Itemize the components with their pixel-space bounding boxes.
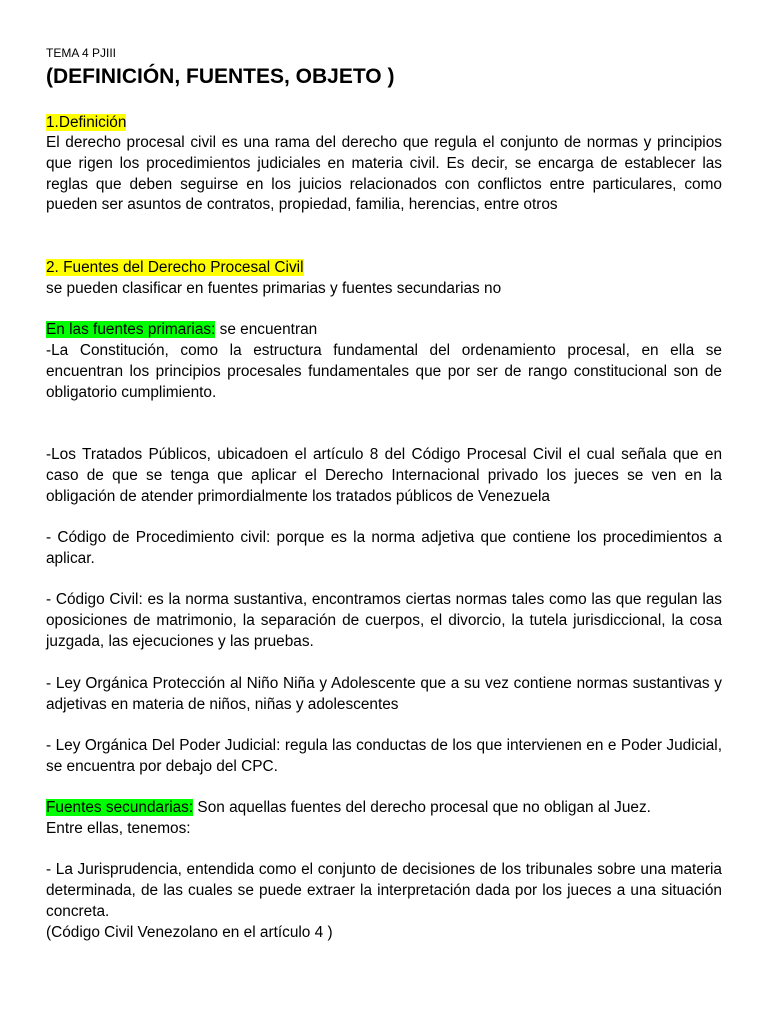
primarias-label: En las fuentes primarias: [46,321,216,338]
secundarias-line-2: Entre ellas, tenemos: [46,820,191,837]
document-tag: TEMA 4 PJIII [46,46,117,60]
definicion-heading: 1.Definición [46,114,127,131]
codigo-venezolano-line: (Código Civil Venezolano en el artículo 4 ) [46,924,333,941]
fuentes-heading: 2. Fuentes del Derecho Procesal Civil [46,259,304,276]
constitucion-paragraph: -La Constitución, como la estructura fundamental del ordenamiento procesal, en ella se encuentran los principios procesales fundamentales que por ser de rango constitucional son de obligatorio cumplimiento. [46,342,722,401]
ley-poder-paragraph: - Ley Orgánica Del Poder Judicial: regula las conductas de los que intervienen en e Poder Judicial, se encuentra por debajo del CPC. [46,737,722,775]
definicion-paragraph: El derecho procesal civil es una rama del derecho que regula el conjunto de normas y principios que rigen los procedimientos judiciales en materia civil. Es decir, se encarga de establecer las reglas que deben seguirse en los juicios relacionados con conflictos entre particulares, como pueden ser asuntos de contratos, propiedad, familia, herencias, entre otros [46,134,722,214]
page-title: (DEFINICIÓN, FUENTES, OBJETO ) [46,65,395,88]
secundarias-line [46,798,722,819]
jurisprudencia-paragraph: - La Jurisprudencia, entendida como el conjunto de decisiones de los tribunales sobre una materia determinada, de las cuales se puede extraer la interpretación dada por los jueces a una situación concreta. [46,861,722,920]
codigo-procedimiento-paragraph: - Código de Procedimiento civil: porque es la norma adjetiva que contiene los procedimientos a aplicar. [46,529,722,567]
primarias-text: se encuentran [215,321,318,338]
definicion-heading-line [46,113,722,134]
fuentes-paragraph: se pueden clasificar en fuentes primarias y fuentes secundarias no [46,280,502,297]
tratados-paragraph: -Los Tratados Públicos, ubicadoen el artículo 8 del Código Procesal Civil el cual señala que en caso de que se tenga que aplicar el Derecho Internacional privado los jueces se ven en la obligación de atender primordialmente los tratados públicos de Venezuela [46,446,722,505]
ley-nino-paragraph: - Ley Orgánica Protección al Niño Niña y Adolescente que a su vez contiene normas sustantivas y adjetivas en materia de niños, niñas y adolescentes [46,675,722,713]
secundarias-text: Son aquellas fuentes del derecho procesal que no obligan al Juez. [193,799,651,816]
secundarias-label: Fuentes secundarias: [46,799,194,816]
primarias-line [46,320,722,341]
codigo-civil-paragraph: - Código Civil: es la norma sustantiva, encontramos ciertas normas tales como las que regulan las oposiciones de matrimonio, la separación de cuerpos, el divorcio, la tutela jurisdiccional, la cosa juzgada, las ejecuciones y las pruebas. [46,591,722,650]
fuentes-heading-line [46,258,722,279]
